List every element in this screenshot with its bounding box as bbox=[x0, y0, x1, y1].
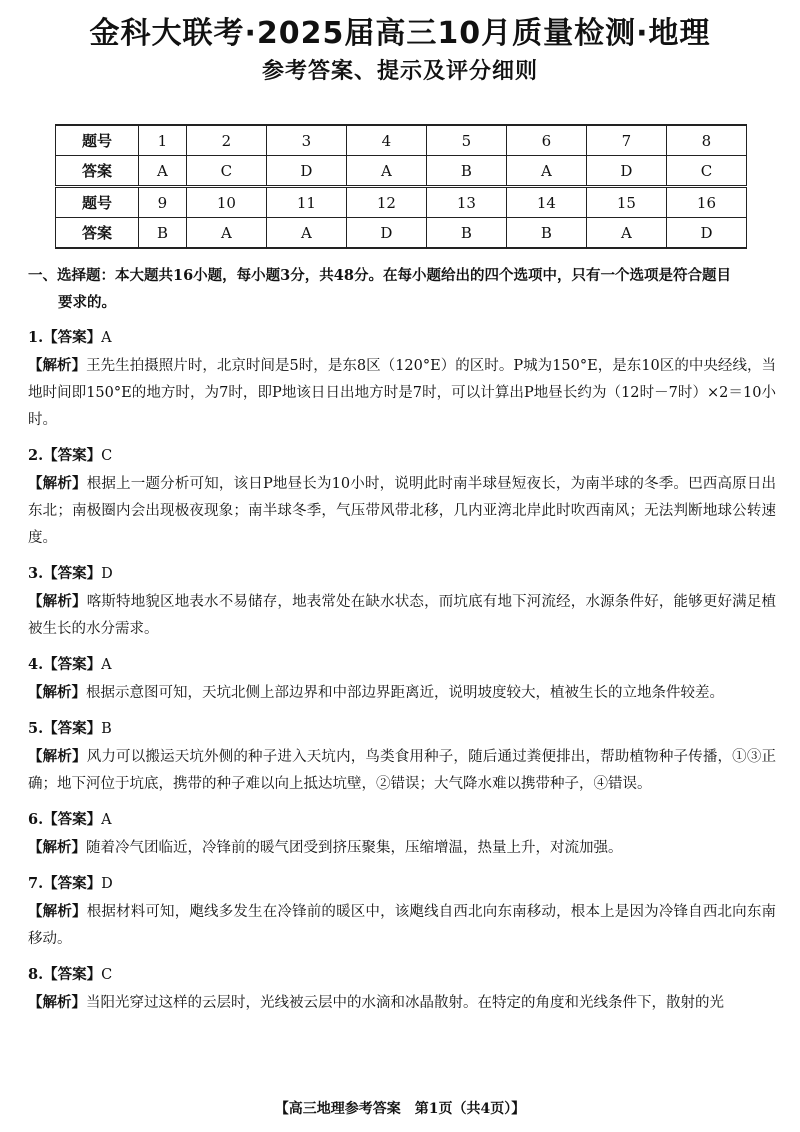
answer-value: A bbox=[101, 657, 112, 673]
answer-cell: D bbox=[346, 218, 426, 249]
answer-tag: 【答案】 bbox=[43, 447, 102, 464]
question-number: 8 bbox=[666, 125, 746, 156]
row-label-answer: 答案 bbox=[56, 156, 139, 187]
answer-cell: A bbox=[346, 156, 426, 187]
answer-line bbox=[28, 961, 776, 989]
explanation-tag: 【解析】 bbox=[28, 994, 86, 1011]
solutions-content bbox=[28, 262, 776, 1025]
explanation-text: 喀斯特地貌区地表水不易储存，地表常处在缺水状态，而坑底有地下河流经，水源条件好，能够更好满足植被生长的水分需求。 bbox=[28, 594, 777, 637]
explanation bbox=[28, 470, 776, 552]
item-number: 6. bbox=[28, 811, 44, 828]
explanation-tag: 【解析】 bbox=[28, 475, 87, 492]
explanation-text: 根据材料可知，飑线多发生在冷锋前的暖区中，该飑线自西北向东南移动，根本上是因为冷锋自西北向东南移动。 bbox=[28, 904, 777, 947]
answer-tag: 【答案】 bbox=[43, 656, 102, 673]
answer-tag: 【答案】 bbox=[43, 966, 102, 983]
answer-table bbox=[55, 124, 747, 249]
explanation-tag: 【解析】 bbox=[28, 593, 87, 610]
answer-tag: 【答案】 bbox=[43, 811, 102, 828]
page-subtitle: 参考答案、提示及评分细则 bbox=[261, 59, 538, 84]
answer-cell: C bbox=[186, 156, 266, 187]
explanation bbox=[28, 588, 776, 643]
answer-value: B bbox=[101, 721, 112, 737]
section-heading bbox=[28, 262, 776, 316]
table-row bbox=[56, 125, 747, 156]
question-number: 15 bbox=[586, 187, 666, 218]
answer-cell: A bbox=[586, 218, 666, 249]
row-label-question: 题号 bbox=[56, 187, 139, 218]
question-number: 12 bbox=[346, 187, 426, 218]
item-number: 2. bbox=[28, 447, 44, 464]
explanation-text: 风力可以搬运天坑外侧的种子进入天坑内，鸟类食用种子，随后通过粪便排出，帮助植物种子传播，①③正确；地下河位于坑底，携带的种子难以向上抵达坑壁，②错误；大气降水难以携带种子，④错误。 bbox=[28, 749, 777, 792]
answer-tag: 【答案】 bbox=[43, 329, 102, 346]
explanation-text: 当阳光穿过这样的云层时，光线被云层中的水滴和冰晶散射。在特定的角度和光线条件下，散射的光 bbox=[86, 995, 724, 1011]
answer-line bbox=[28, 651, 776, 679]
answer-value: C bbox=[101, 448, 113, 464]
answer-cell: A bbox=[266, 218, 346, 249]
item-number: 1. bbox=[28, 329, 44, 346]
explanation bbox=[28, 898, 776, 953]
explanation-tag: 【解析】 bbox=[28, 684, 86, 701]
answer-value: D bbox=[101, 876, 113, 892]
explanation bbox=[28, 834, 776, 862]
page-footer: 【高三地理参考答案 第1页（共4页）】 bbox=[274, 1101, 526, 1117]
question-number: 9 bbox=[139, 187, 187, 218]
question-number: 11 bbox=[266, 187, 346, 218]
explanation-text: 根据上一题分析可知，该日P地昼长为10小时，说明此时南半球昼短夜长，为南半球的冬季。巴西高原日出东北；南极圈内会出现极夜现象；南半球冬季，气压带风带北移，几内亚湾北岸此时吹西南风；无法判断地球公转速度。 bbox=[28, 476, 777, 546]
explanation-text: 根据示意图可知，天坑北侧上部边界和中部边界距离近，说明坡度较大，植被生长的立地条件较差。 bbox=[86, 685, 724, 701]
answer-cell: B bbox=[139, 218, 187, 249]
answer-cell: A bbox=[506, 156, 586, 187]
answer-cell: B bbox=[426, 218, 506, 249]
question-number: 2 bbox=[186, 125, 266, 156]
row-label-question: 题号 bbox=[56, 125, 139, 156]
explanation bbox=[28, 679, 776, 707]
answer-tag: 【答案】 bbox=[43, 875, 102, 892]
explanation bbox=[28, 989, 776, 1017]
table-row bbox=[56, 156, 747, 187]
table-row bbox=[56, 218, 747, 249]
question-number: 10 bbox=[186, 187, 266, 218]
row-label-answer: 答案 bbox=[56, 218, 139, 249]
page-title: 金科大联考·2025届高三10月质量检测·地理 bbox=[89, 16, 711, 51]
question-number: 4 bbox=[346, 125, 426, 156]
answer-line bbox=[28, 442, 776, 470]
explanation-text: 随着冷气团临近，冷锋前的暖气团受到挤压聚集，压缩增温，热量上升，对流加强。 bbox=[86, 840, 623, 856]
answer-cell: A bbox=[139, 156, 187, 187]
question-number: 5 bbox=[426, 125, 506, 156]
question-number: 3 bbox=[266, 125, 346, 156]
item-number: 7. bbox=[28, 875, 44, 892]
answer-line bbox=[28, 870, 776, 898]
explanation-tag: 【解析】 bbox=[28, 357, 87, 374]
item-number: 8. bbox=[28, 966, 44, 983]
answer-cell: B bbox=[426, 156, 506, 187]
answer-value: A bbox=[101, 812, 112, 828]
answer-cell: B bbox=[506, 218, 586, 249]
answer-line bbox=[28, 806, 776, 834]
answer-line bbox=[28, 560, 776, 588]
question-number: 6 bbox=[506, 125, 586, 156]
section-heading-line1: 一、选择题：本大题共16小题，每小题3分，共48分。在每小题给出的四个选项中，只有一个选项是符合题目 bbox=[28, 267, 731, 284]
answer-cell: A bbox=[186, 218, 266, 249]
answer-tag: 【答案】 bbox=[43, 720, 102, 737]
item-number: 3. bbox=[28, 565, 44, 582]
section-heading-line2: 要求的。 bbox=[58, 294, 116, 311]
question-number: 16 bbox=[666, 187, 746, 218]
answer-line bbox=[28, 715, 776, 743]
item-number: 4. bbox=[28, 656, 44, 673]
explanation-tag: 【解析】 bbox=[28, 839, 86, 856]
table-row bbox=[56, 187, 747, 218]
explanation-tag: 【解析】 bbox=[28, 748, 87, 765]
question-number: 14 bbox=[506, 187, 586, 218]
item-number: 5. bbox=[28, 720, 44, 737]
answer-value: D bbox=[101, 566, 113, 582]
explanation-tag: 【解析】 bbox=[28, 903, 87, 920]
question-number: 13 bbox=[426, 187, 506, 218]
explanation bbox=[28, 743, 776, 798]
question-number: 1 bbox=[139, 125, 187, 156]
answer-cell: D bbox=[666, 218, 746, 249]
answer-cell: C bbox=[666, 156, 746, 187]
question-number: 7 bbox=[586, 125, 666, 156]
explanation bbox=[28, 352, 776, 434]
answer-tag: 【答案】 bbox=[43, 565, 102, 582]
answer-cell: D bbox=[266, 156, 346, 187]
answer-value: C bbox=[101, 967, 113, 983]
explanation-text: 王先生拍摄照片时，北京时间是5时，是东8区（120°E）的区时。P城为150°E，是东10区的中央经线，当地时间即150°E的地方时，为7时，即P地该日日出地方时是7时，可以计算出P地昼长约为（12时－7时）×2＝10小时。 bbox=[28, 358, 777, 428]
answer-cell: D bbox=[586, 156, 666, 187]
answer-value: A bbox=[101, 330, 112, 346]
answer-line bbox=[28, 324, 776, 352]
